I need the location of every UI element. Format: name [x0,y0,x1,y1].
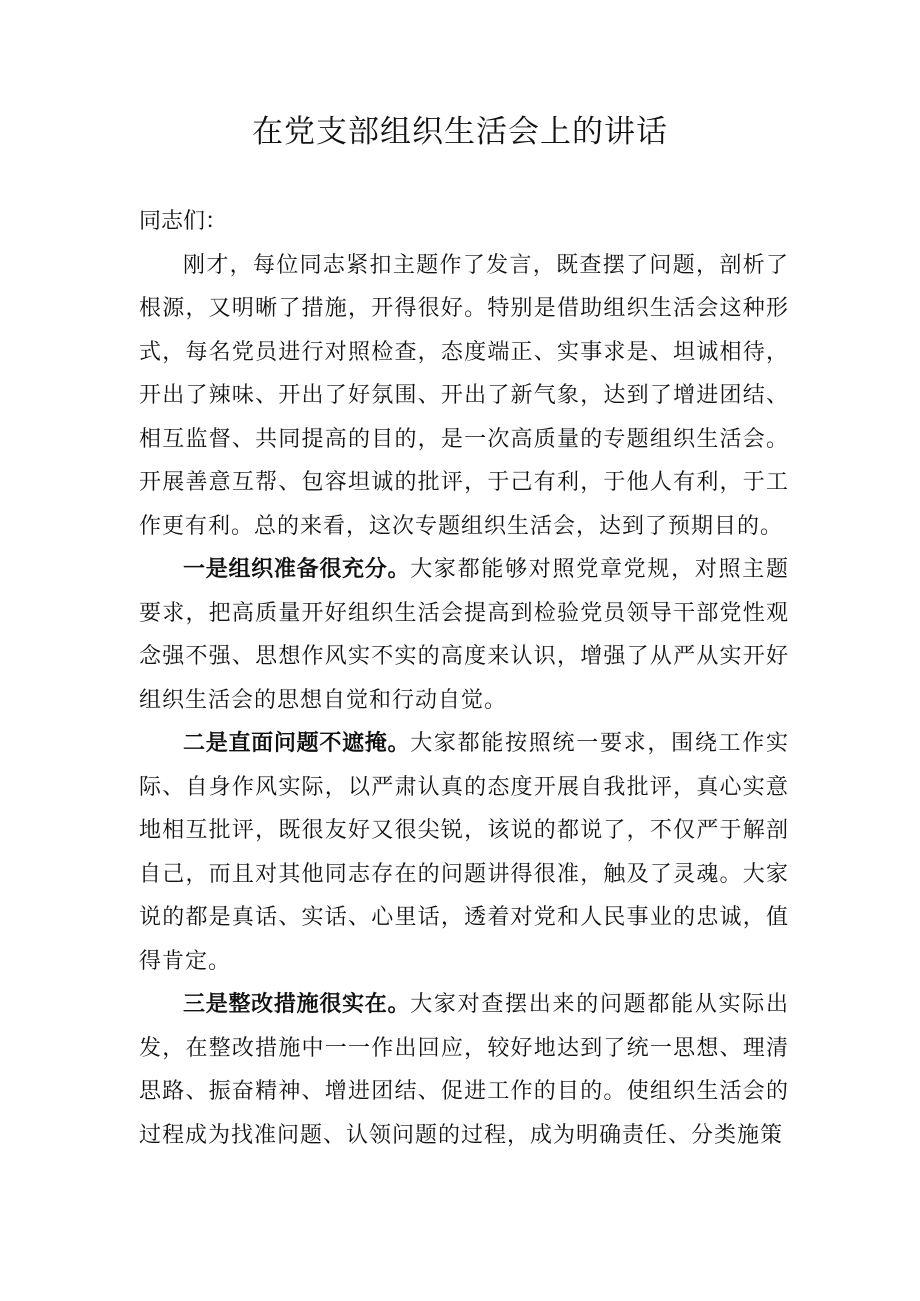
paragraph-lead: 一是组织准备很充分。 [183,557,411,582]
document-body [139,200,789,1157]
paragraph-point-3 [139,983,789,1157]
paragraph-text: 大家对查摆出来的问题都能从实际出发，在整改措施中一一作出回应，较好地达到了统一思想、理清思路、振奋精神、增进团结、促进工作的目的。使组织生活会的过程成为找准问题、认领问题的过程，成为明确责任、分类施策 [139,992,789,1148]
paragraph-point-1 [139,548,789,722]
paragraph-opening [139,244,789,549]
paragraph-text: 大家都能按照统一要求，围绕工作实际、自身作风实际，以严肃认真的态度开展自我批评，真心实意地相互批评，既很友好又很尖锐，该说的都说了，不仅严于解剖自己，而且对其他同志存在的问题讲得很准，触及了灵魂。大家说的都是真话、实话、心里话，透着对党和人民事业的忠诚，值得肯定。 [139,731,789,974]
paragraph-text: 大家都能够对照党章党规，对照主题要求，把高质量开好组织生活会提高到检验党员领导干部党性观念强不强、思想作风实不实的高度来认识，增强了从严从实开好组织生活会的思想自觉和行动自觉。 [139,557,789,713]
paragraph-point-2 [139,722,789,983]
paragraph-lead: 三是整改措施很实在。 [183,992,411,1017]
paragraph-lead: 二是直面问题不遮掩。 [183,731,411,756]
salutation: 同志们： [139,209,228,234]
document-title: 在党支部组织生活会上的讲话 [252,114,668,150]
paragraph-text: 刚才，每位同志紧扣主题作了发言，既查摆了问题，剖析了根源，又明晰了措施，开得很好。特别是借助组织生活会这种形式，每名党员进行对照检查，态度端正、实事求是、坦诚相待，开出了辣味、开出了好氛围、开出了新气象，达到了增进团结、相互监督、共同提高的目的，是一次高质量的专题组织生活会。开展善意互帮、包容坦诚的批评，于己有利，于他人有利，于工作更有利。总的来看，这次专题组织生活会，达到了预期目的。 [139,252,789,539]
